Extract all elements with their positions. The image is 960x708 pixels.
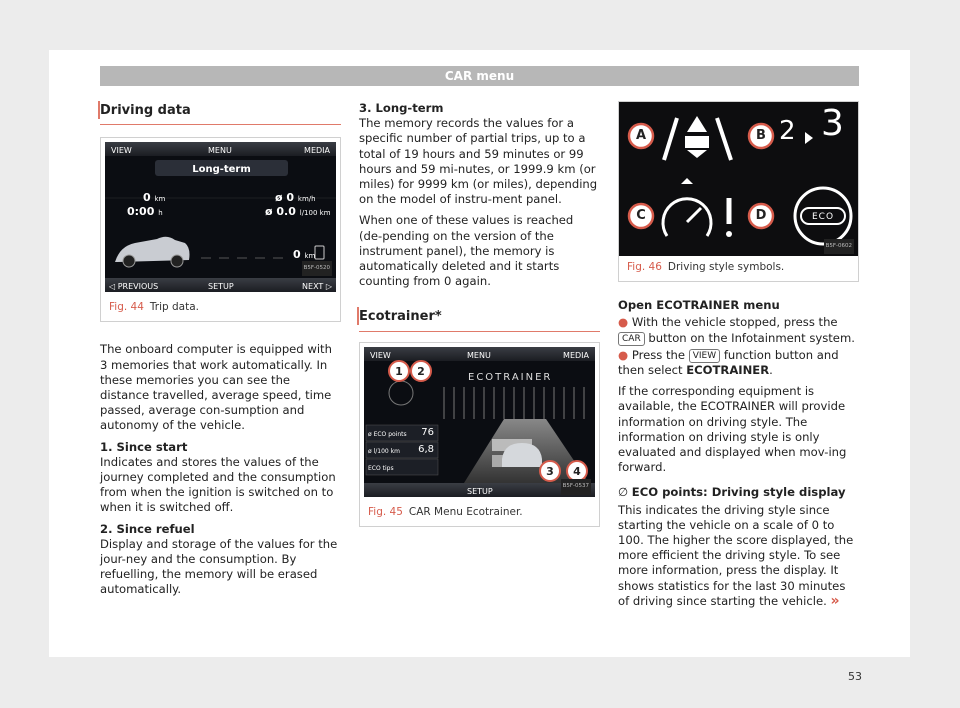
section-title-ecotrainer: Ecotrainer* — [359, 307, 600, 331]
gear-to: 3 — [821, 103, 844, 144]
figure-caption — [619, 256, 858, 281]
label-d: D — [755, 208, 767, 223]
figure-45 — [359, 342, 600, 527]
range-value: 0 — [293, 248, 301, 262]
caption-text: Trip data. — [149, 301, 200, 314]
gear-arrow-icon — [805, 132, 813, 144]
speed-prefix: ø — [275, 191, 283, 205]
paragraph: Indicates and stores the values of the journey completed and the consumption from when the ignition is switched on to when it is switched off. — [100, 454, 336, 515]
paragraph: The memory records the values for a specific number of partial trips, up to a total of 19 hours and 59 minutes or 99 hours and 59 mi-nutes, or 1999.9 km (or miles) for 9999 km (or miles), depending on the model of instru-ment panel. — [359, 116, 598, 207]
subheading: 3. Long-term — [359, 101, 444, 115]
menu-button[interactable]: MENU — [208, 146, 232, 156]
menu-button[interactable]: MENU — [467, 350, 491, 360]
paragraph: If the corresponding equipment is available, the ECOTRAINER will provide information on driving style. The information on driving style is only evaluated and displayed when mov-ing forward. — [618, 384, 847, 475]
page-number: 53 — [848, 670, 862, 683]
column-3 — [618, 101, 859, 615]
bullet-item: ● With the vehicle stopped, press the CAR button on the Infotainment system. — [618, 315, 855, 345]
figure-number: Fig. 45 — [368, 505, 403, 518]
badge-3: 3 — [546, 464, 554, 478]
trip-data-screen — [105, 142, 336, 292]
figure-46 — [618, 101, 859, 282]
car-key: CAR — [618, 332, 645, 346]
badge-1: 1 — [395, 364, 403, 378]
figure-code: B5F-0520 — [302, 261, 332, 276]
gear-from: 2 — [779, 116, 796, 146]
consumption-value: 6,8 — [418, 443, 434, 455]
distance-unit: km — [154, 195, 166, 204]
consumption-row[interactable] — [368, 444, 436, 459]
paragraph: When one of these values is reached (de-pending on the version of the instrument panel), the memory is automatically deleted and it starts counting from 0 again. — [359, 213, 574, 289]
time-unit: h — [158, 209, 163, 218]
continue-icon: » — [830, 592, 840, 609]
distance-value: 0 — [143, 191, 151, 205]
figure-code: B5F-0537 — [561, 479, 591, 494]
eco-tips-row[interactable]: ECO tips — [368, 464, 394, 472]
figure-44 — [100, 137, 341, 322]
next-button[interactable] — [302, 279, 332, 292]
driving-style-symbols — [619, 102, 858, 256]
time-value: 0:00 — [127, 205, 155, 219]
figure-caption — [101, 296, 340, 321]
label-c: C — [636, 208, 646, 223]
previous-label: PREVIOUS — [117, 282, 159, 292]
label-a: A — [635, 128, 647, 143]
section-title-driving-data: Driving data — [100, 101, 341, 125]
column-1 — [100, 101, 341, 604]
subheading: 2. Since refuel — [100, 521, 195, 536]
bullet-icon: ● — [618, 347, 632, 362]
view-button[interactable]: VIEW — [370, 350, 391, 360]
figure-code: B5F-0602 — [824, 239, 854, 254]
eco-text: ECO — [811, 212, 835, 222]
trip-title: Long-term — [192, 164, 251, 176]
bullet-item: ● Press the VIEW function button and then select ECOTRAINER. — [618, 347, 839, 378]
badge-2: 2 — [417, 364, 425, 378]
next-label: NEXT — [302, 282, 324, 292]
subheading: ∅ ECO points: Driving style display — [618, 485, 846, 500]
range-unit: km — [304, 252, 316, 261]
eco-points-icon: ∅ — [618, 485, 629, 500]
column-2 — [359, 101, 600, 527]
media-button[interactable]: MEDIA — [563, 350, 589, 360]
paragraph: This indicates the driving style since starting the vehicle on a scale of 0 to 100. The higher the score displayed, the more efficient the driving style. To see more information, press the display. It shows statistics for the last 30 minutes of driving since starting the vehicle. » — [618, 502, 854, 609]
paragraph: The onboard computer is equipped with 3 memories that work automatically. In these memories you can see the distance travelled, average speed, time passed, average con-sumption and autonomy of the vehicle. — [100, 342, 332, 433]
caption-text: Driving style symbols. — [667, 261, 785, 273]
paragraph: Display and storage of the values for the jour-ney and the consumption. By refuelling, the memory will be erased automatically. — [100, 536, 338, 597]
speed-value: 0 — [286, 191, 295, 205]
setup-button[interactable]: SETUP — [208, 282, 234, 292]
speedometer-warning-icon — [663, 178, 732, 237]
ecotrainer-brand: ECOTRAINER — [468, 371, 553, 383]
previous-button[interactable] — [109, 279, 158, 292]
chevron-left-icon: ◁ — [109, 282, 118, 292]
manual-page — [49, 50, 910, 683]
subheading: Open ECOTRAINER menu — [618, 298, 780, 313]
view-key: VIEW — [689, 349, 720, 363]
caption-text: CAR Menu Ecotrainer. — [408, 505, 523, 518]
time-readout — [127, 204, 163, 221]
consumption-value: 0.0 — [276, 205, 296, 219]
eco-points-label: ø ECO points — [368, 430, 407, 438]
view-button[interactable]: VIEW — [111, 146, 132, 156]
consumption-unit: l/100 km — [299, 209, 331, 218]
consumption-prefix: ø — [265, 205, 273, 219]
lane-warning-icon — [664, 116, 731, 160]
eco-points-value: 76 — [421, 426, 434, 438]
label-b: B — [756, 128, 766, 143]
bullet-icon: ● — [618, 315, 632, 330]
consumption-readout — [265, 204, 331, 221]
setup-button[interactable]: SETUP — [467, 486, 493, 496]
badge-4: 4 — [573, 464, 581, 478]
page-header: CAR menu — [100, 66, 859, 86]
ecotrainer-screen — [364, 347, 595, 497]
figure-caption — [360, 501, 599, 526]
media-button[interactable]: MEDIA — [304, 146, 330, 156]
consumption-label: ø l/100 km — [368, 447, 400, 455]
figure-number: Fig. 44 — [109, 301, 144, 314]
speed-unit: km/h — [297, 195, 316, 204]
chevron-right-icon: ▷ — [323, 282, 332, 292]
subheading: 1. Since start — [100, 439, 188, 454]
eco-points-row[interactable] — [368, 427, 436, 442]
figure-number: Fig. 46 — [627, 261, 662, 273]
